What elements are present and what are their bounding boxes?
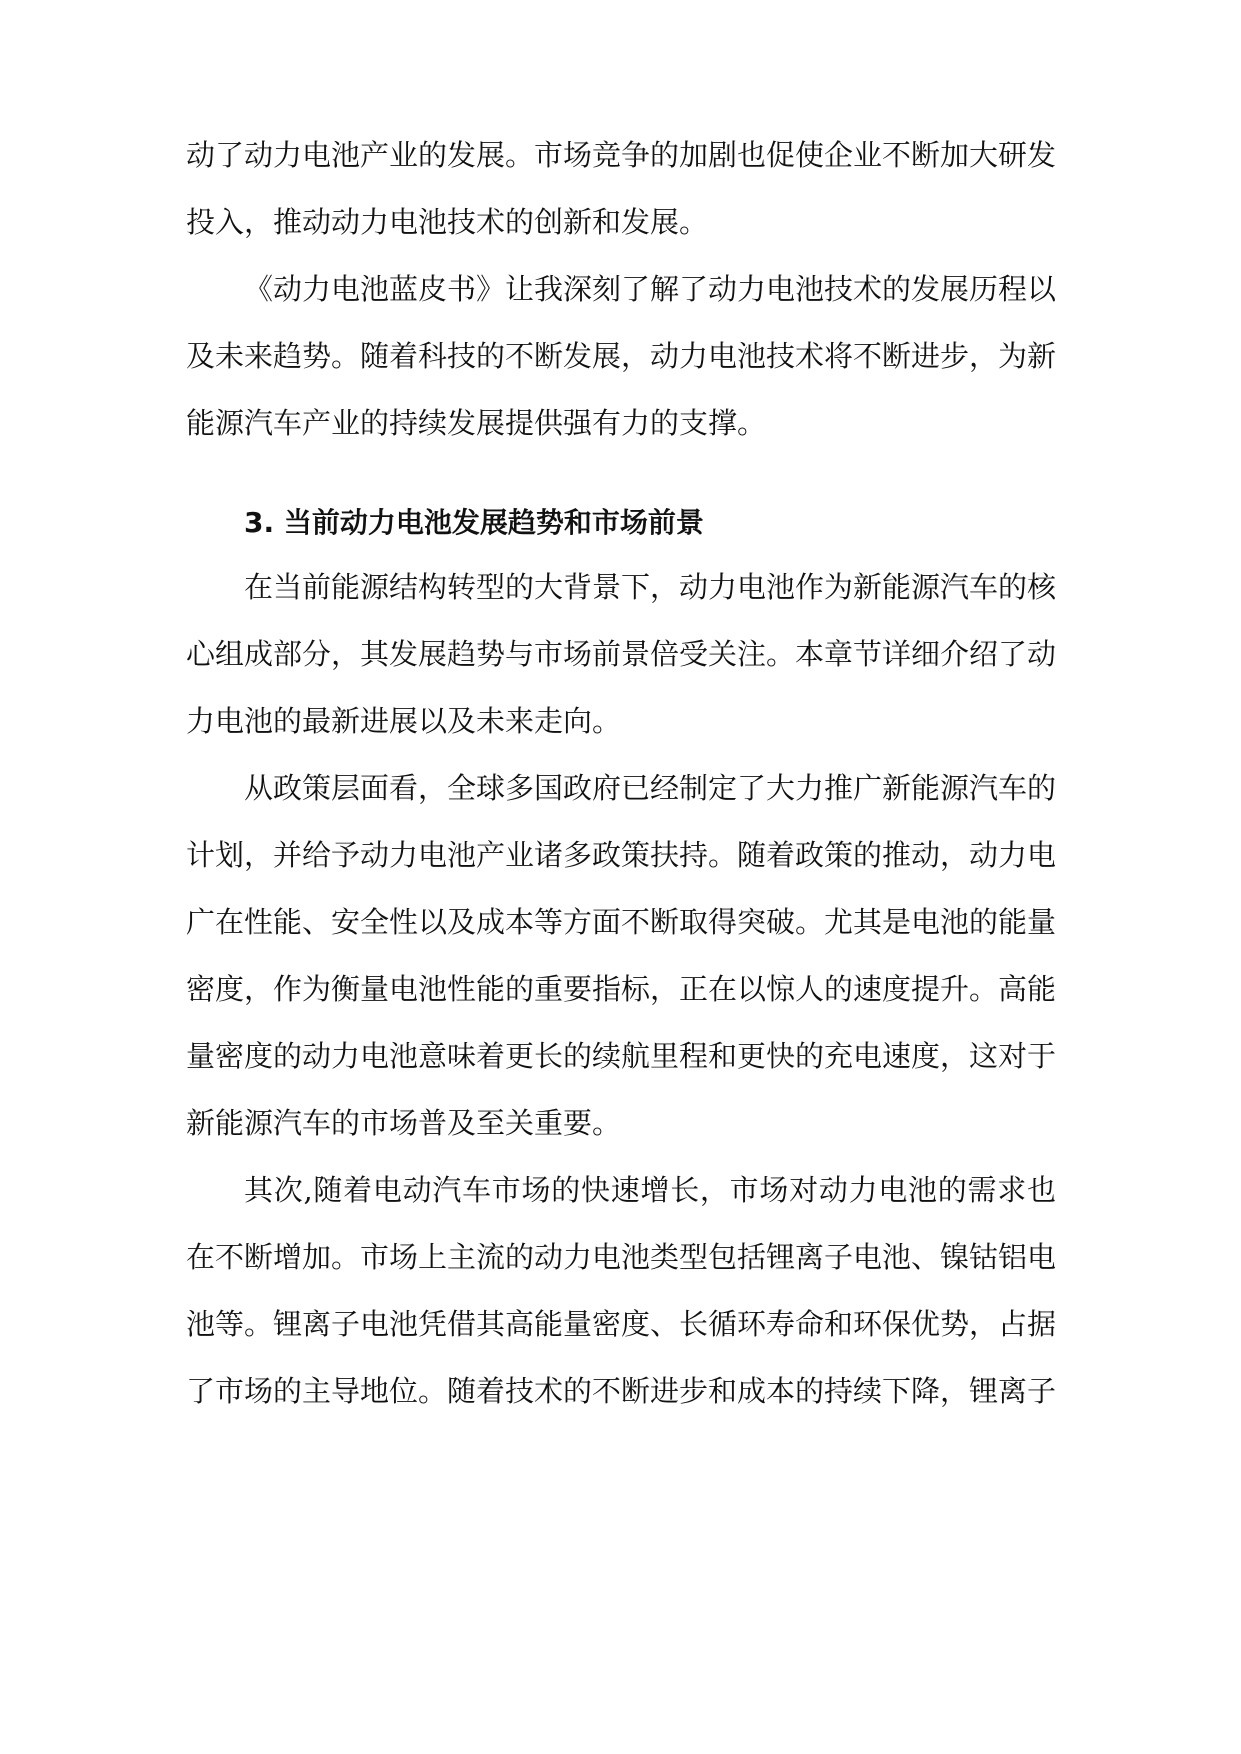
section-heading: 3. 当前动力电池发展趋势和市场前景 [244,506,704,539]
paragraph-2-line-2: 及未来趋势。随着科技的不断发展，动力电池技术将不断进步，为新 [186,339,1057,373]
paragraph-2-line-1: 《动力电池蓝皮书》让我深刻了解了动力电池技术的发展历程以 [244,272,1057,306]
paragraph-5-line-1: 其次,随着电动汽车市场的快速增长，市场对动力电池的需求也 [244,1173,1056,1207]
paragraph-5-line-2: 在不断增加。市场上主流的动力电池类型包括锂离子电池、镍钴铝电 [186,1240,1057,1274]
paragraph-1-line-1: 动了动力电池产业的发展。市场竞争的加剧也促使企业不断加大研发 [186,138,1057,172]
paragraph-4-line-3: 广在性能、安全性以及成本等方面不断取得突破。尤其是电池的能量 [186,905,1057,939]
paragraph-1-line-2: 投入，推动动力电池技术的创新和发展。 [186,205,709,239]
paragraph-3-line-2: 心组成部分，其发展趋势与市场前景倍受关注。本章节详细介绍了动 [186,637,1057,671]
paragraph-4-line-5: 量密度的动力电池意味着更长的续航里程和更快的充电速度，这对于 [186,1039,1057,1073]
paragraph-3-line-1: 在当前能源结构转型的大背景下，动力电池作为新能源汽车的核 [244,570,1057,604]
paragraph-4-line-1: 从政策层面看，全球多国政府已经制定了大力推广新能源汽车的 [244,771,1057,805]
paragraph-2-line-3: 能源汽车产业的持续发展提供强有力的支撑。 [186,406,767,440]
paragraph-3-line-3: 力电池的最新进展以及未来走向。 [186,704,622,738]
paragraph-4-line-6: 新能源汽车的市场普及至关重要。 [186,1106,622,1140]
paragraph-5-line-4: 了市场的主导地位。随着技术的不断进步和成本的持续下降，锂离子 [186,1374,1057,1408]
paragraph-4-line-4: 密度，作为衡量电池性能的重要指标，正在以惊人的速度提升。高能 [186,972,1057,1006]
paragraph-5-line-3: 池等。锂离子电池凭借其高能量密度、长循环寿命和环保优势，占据 [186,1307,1057,1341]
paragraph-4-line-2: 计划，并给予动力电池产业诸多政策扶持。随着政策的推动，动力电 [186,838,1057,872]
